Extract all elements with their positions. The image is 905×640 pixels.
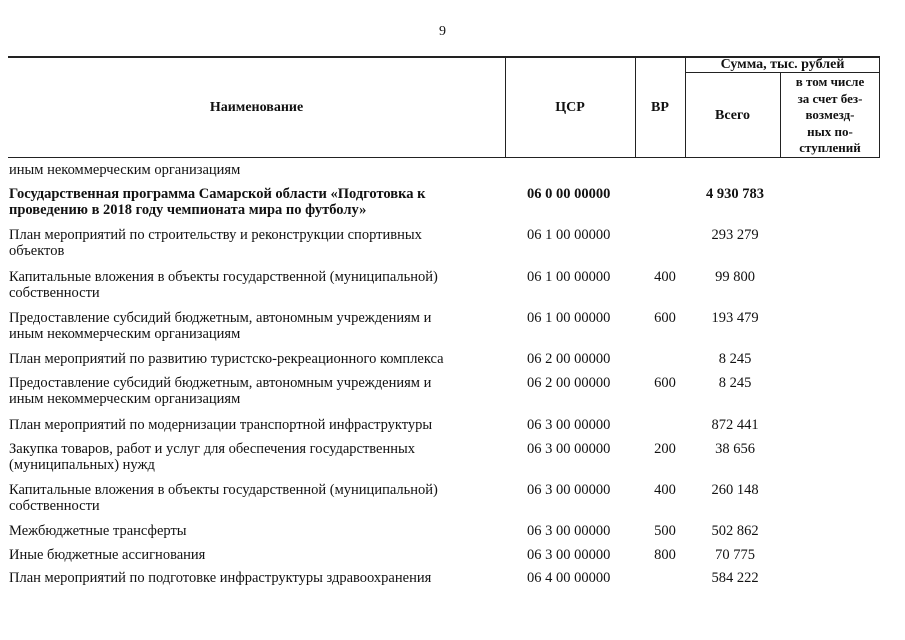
header-incl bbox=[781, 74, 879, 157]
header-incl-line: ступлений bbox=[799, 140, 861, 155]
row-csr: 06 2 00 00000 bbox=[527, 351, 611, 367]
row-total: 260 148 bbox=[711, 482, 759, 498]
table-header bbox=[8, 56, 880, 158]
row-vr: 400 bbox=[654, 269, 676, 285]
row-csr: 06 3 00 00000 bbox=[527, 482, 611, 498]
row-csr: 06 1 00 00000 bbox=[527, 227, 611, 243]
row-name-line: объектов bbox=[9, 243, 65, 259]
row-total: 8 245 bbox=[718, 351, 752, 367]
row-csr: 06 1 00 00000 bbox=[527, 269, 611, 285]
header-incl-line: за счет без- bbox=[797, 90, 863, 106]
row-csr: 06 0 00 00000 bbox=[527, 186, 611, 202]
row-csr: 06 3 00 00000 bbox=[527, 547, 611, 563]
header-total: Всего bbox=[715, 108, 750, 123]
header-name: Наименование bbox=[209, 100, 304, 115]
row-name-line: Капитальные вложения в объекты государственной (муниципальной) bbox=[9, 482, 438, 498]
row-name bbox=[9, 482, 497, 514]
header-incl-line: в том числе bbox=[795, 74, 865, 89]
row-name bbox=[9, 227, 497, 259]
row-name bbox=[9, 417, 497, 433]
header-incl-line: ных по- bbox=[807, 123, 853, 139]
row-name bbox=[9, 375, 497, 407]
row-name-line: иным некоммерческим организациям bbox=[9, 162, 241, 178]
row-name bbox=[9, 269, 497, 301]
row-csr: 06 2 00 00000 bbox=[527, 375, 611, 391]
header-vr: ВР bbox=[651, 100, 669, 115]
header-csr: ЦСР bbox=[555, 100, 585, 115]
row-csr: 06 4 00 00000 bbox=[527, 570, 611, 586]
header-bottom-rule bbox=[8, 157, 880, 158]
row-name-line: собственности bbox=[9, 285, 100, 301]
row-csr: 06 3 00 00000 bbox=[527, 441, 611, 457]
row-total: 584 222 bbox=[711, 570, 759, 586]
row-total: 293 279 bbox=[711, 227, 759, 243]
row-name-line: (муниципальных) нужд bbox=[9, 457, 155, 473]
row-vr: 500 bbox=[654, 523, 676, 539]
row-name-line: иным некоммерческим организациям bbox=[9, 326, 241, 342]
row-name bbox=[9, 351, 497, 367]
row-name-line: Иные бюджетные ассигнования bbox=[9, 547, 206, 563]
row-total: 4 930 783 bbox=[706, 186, 764, 202]
row-name-line: проведению в 2018 году чемпионата мира по футболу» bbox=[9, 202, 367, 218]
row-vr: 200 bbox=[654, 441, 676, 457]
row-name-line: План мероприятий по модернизации транспортной инфраструктуры bbox=[9, 417, 433, 433]
row-vr: 600 bbox=[654, 375, 676, 391]
row-total: 872 441 bbox=[711, 417, 759, 433]
row-name bbox=[9, 523, 497, 539]
page-number: 9 bbox=[439, 24, 446, 39]
row-total: 70 775 bbox=[715, 547, 755, 563]
header-incl-line: возмезд- bbox=[805, 107, 855, 122]
row-name bbox=[9, 570, 497, 586]
row-total: 38 656 bbox=[715, 441, 755, 457]
row-name-line: Межбюджетные трансферты bbox=[9, 523, 187, 539]
row-name bbox=[9, 547, 497, 563]
row-name-line: План мероприятий по развитию туристско-рекреационного комплекса bbox=[9, 351, 444, 367]
row-name-line: Закупка товаров, работ и услуг для обеспечения государственных bbox=[9, 441, 416, 457]
row-total: 8 245 bbox=[718, 375, 752, 391]
row-csr: 06 1 00 00000 bbox=[527, 310, 611, 326]
row-name-line: План мероприятий по подготовке инфраструктуры здравоохранения bbox=[9, 570, 432, 586]
row-vr: 800 bbox=[654, 547, 676, 563]
row-name-line: иным некоммерческим организациям bbox=[9, 391, 241, 407]
row-name bbox=[9, 441, 497, 473]
row-vr: 400 bbox=[654, 482, 676, 498]
row-total: 99 800 bbox=[715, 269, 755, 285]
header-sum: Сумма, тыс. рублей bbox=[720, 57, 845, 72]
row-vr: 600 bbox=[654, 310, 676, 326]
row-name-line: План мероприятий по строительству и реконструкции спортивных bbox=[9, 227, 422, 243]
row-name-line: Государственная программа Самарской области «Подготовка к bbox=[9, 186, 426, 202]
row-name-line: Капитальные вложения в объекты государственной (муниципальной) bbox=[9, 269, 438, 285]
row-name-line: собственности bbox=[9, 498, 100, 514]
row-name bbox=[9, 186, 497, 218]
row-csr: 06 3 00 00000 bbox=[527, 523, 611, 539]
row-name-line: Предоставление субсидий бюджетным, автономным учреждениям и bbox=[9, 310, 432, 326]
row-total: 193 479 bbox=[711, 310, 759, 326]
row-csr: 06 3 00 00000 bbox=[527, 417, 611, 433]
row-total: 502 862 bbox=[711, 523, 759, 539]
row-name bbox=[9, 162, 497, 178]
row-name-line: Предоставление субсидий бюджетным, автономным учреждениям и bbox=[9, 375, 432, 391]
row-name bbox=[9, 310, 497, 342]
